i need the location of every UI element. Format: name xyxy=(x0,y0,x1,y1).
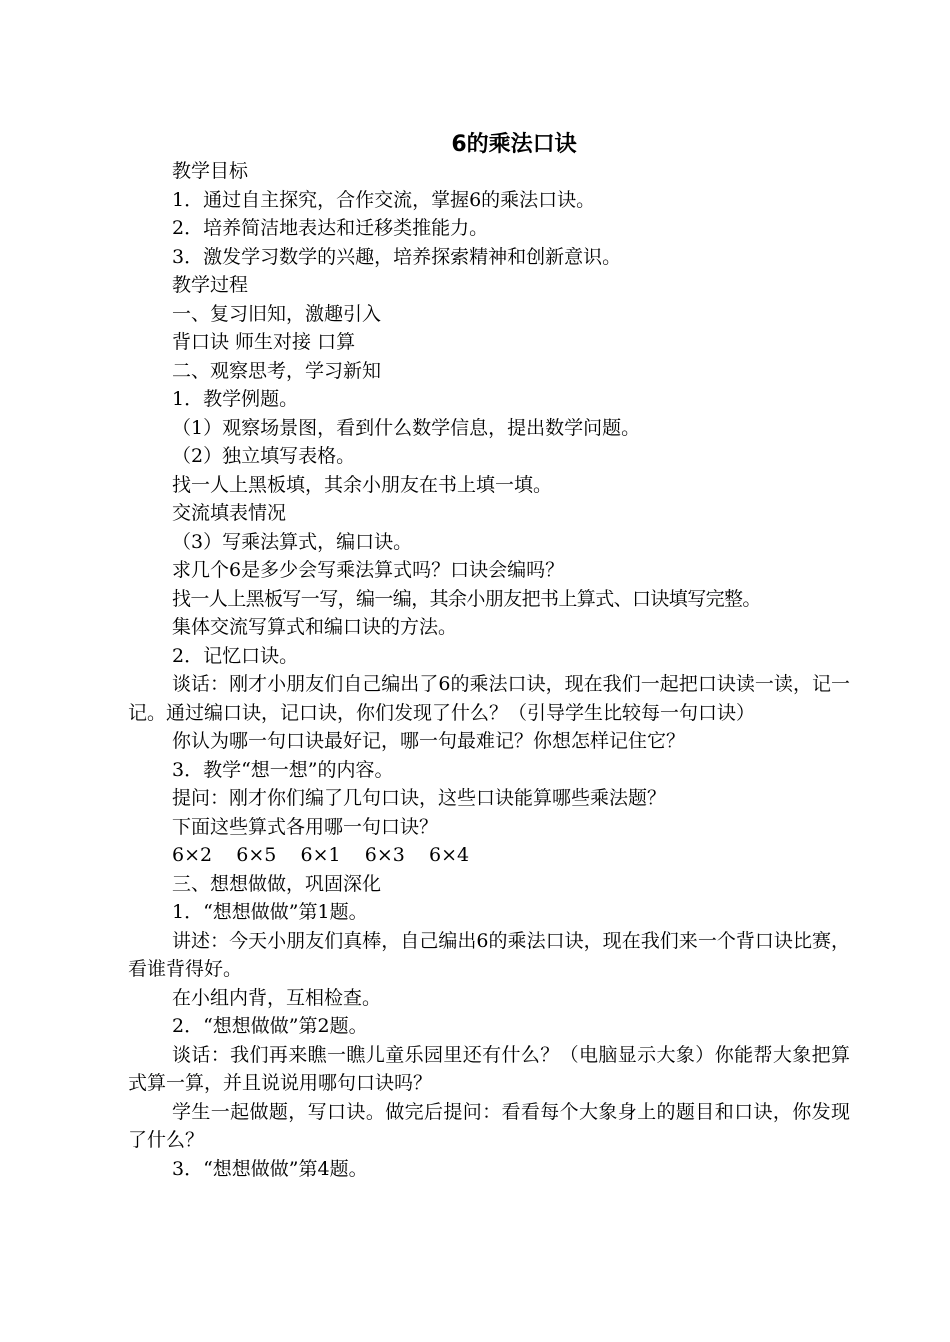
step-heading-3: 三、想想做做，巩固深化 xyxy=(172,872,382,895)
paragraph: 你认为哪一句口诀最好记，哪一句最难记？你想怎样记住它？ xyxy=(172,730,686,752)
paragraph: 谈话：刚才小朋友们自己编出了6的乘法口诀，现在我们一起把口诀读一读，记一记。通过编口诀，记口诀，你们发现了什么？（引导学生比较每一句口诀） xyxy=(128,673,850,724)
goal-item-3: 3．激发学习数学的兴趣，培养探索精神和创新意识。 xyxy=(172,245,622,268)
step-heading-1: 一、复习旧知，激趣引入 xyxy=(172,302,382,325)
paragraph: 找一人上黑板填，其余小朋友在书上填一填。 xyxy=(172,473,553,496)
paragraph: 2．记忆口诀。 xyxy=(172,644,299,667)
document-body xyxy=(128,157,850,1183)
paragraph: 提问：刚才你们编了几句口诀，这些口诀能算哪些乘法题？ xyxy=(172,787,667,809)
formula-list: 6×2 6×5 6×1 6×3 6×4 xyxy=(172,844,470,866)
paragraph: 学生一起做题，写口诀。做完后提问：看看每个大象身上的题目和口诀，你发现了什么？ xyxy=(128,1100,850,1151)
paragraph: 求几个6是多少会写乘法算式吗？口诀会编吗？ xyxy=(172,559,565,581)
goal-item-2: 2．培养简洁地表达和迁移类推能力。 xyxy=(172,217,489,239)
paragraph: 背口诀 师生对接 口算 xyxy=(172,331,356,353)
paragraph: 在小组内背，互相检查。 xyxy=(172,986,382,1009)
paragraph: （2）独立填写表格。 xyxy=(172,445,356,467)
paragraph: （3）写乘法算式，编口诀。 xyxy=(172,530,413,553)
step-heading-2: 二、观察思考，学习新知 xyxy=(172,359,382,382)
paragraph: 3．教学“想一想”的内容。 xyxy=(172,758,394,781)
paragraph: 1．教学例题。 xyxy=(172,388,299,410)
paragraph: 3．“想想做做”第4题。 xyxy=(172,1157,368,1180)
section-heading-goals: 教学目标 xyxy=(172,160,249,182)
paragraph: 2．“想想做做”第2题。 xyxy=(172,1015,368,1037)
goal-item-1: 1．通过自主探究，合作交流，掌握6的乘法口诀。 xyxy=(172,188,596,211)
paragraph: 谈话：我们再来瞧一瞧儿童乐园里还有什么？（电脑显示大象）你能帮大象把算式算一算，并且说说用哪句口诀吗？ xyxy=(128,1043,850,1094)
paragraph: 集体交流写算式和编口诀的方法。 xyxy=(172,616,458,638)
paragraph: （1）观察场景图，看到什么数学信息，提出数学问题。 xyxy=(172,416,641,439)
paragraph: 找一人上黑板写一写，编一编，其余小朋友把书上算式、口诀填写完整。 xyxy=(172,587,761,610)
paragraph: 1．“想想做做”第1题。 xyxy=(172,901,368,923)
paragraph: 下面这些算式各用哪一句口诀？ xyxy=(172,815,439,838)
paragraph: 交流填表情况 xyxy=(172,502,287,524)
paragraph: 讲述：今天小朋友们真棒，自己编出6的乘法口诀，现在我们来一个背口诀比赛，看谁背得好。 xyxy=(128,929,850,980)
document-title: 6的乘法口诀 xyxy=(451,132,577,157)
section-heading-process: 教学过程 xyxy=(172,274,249,296)
